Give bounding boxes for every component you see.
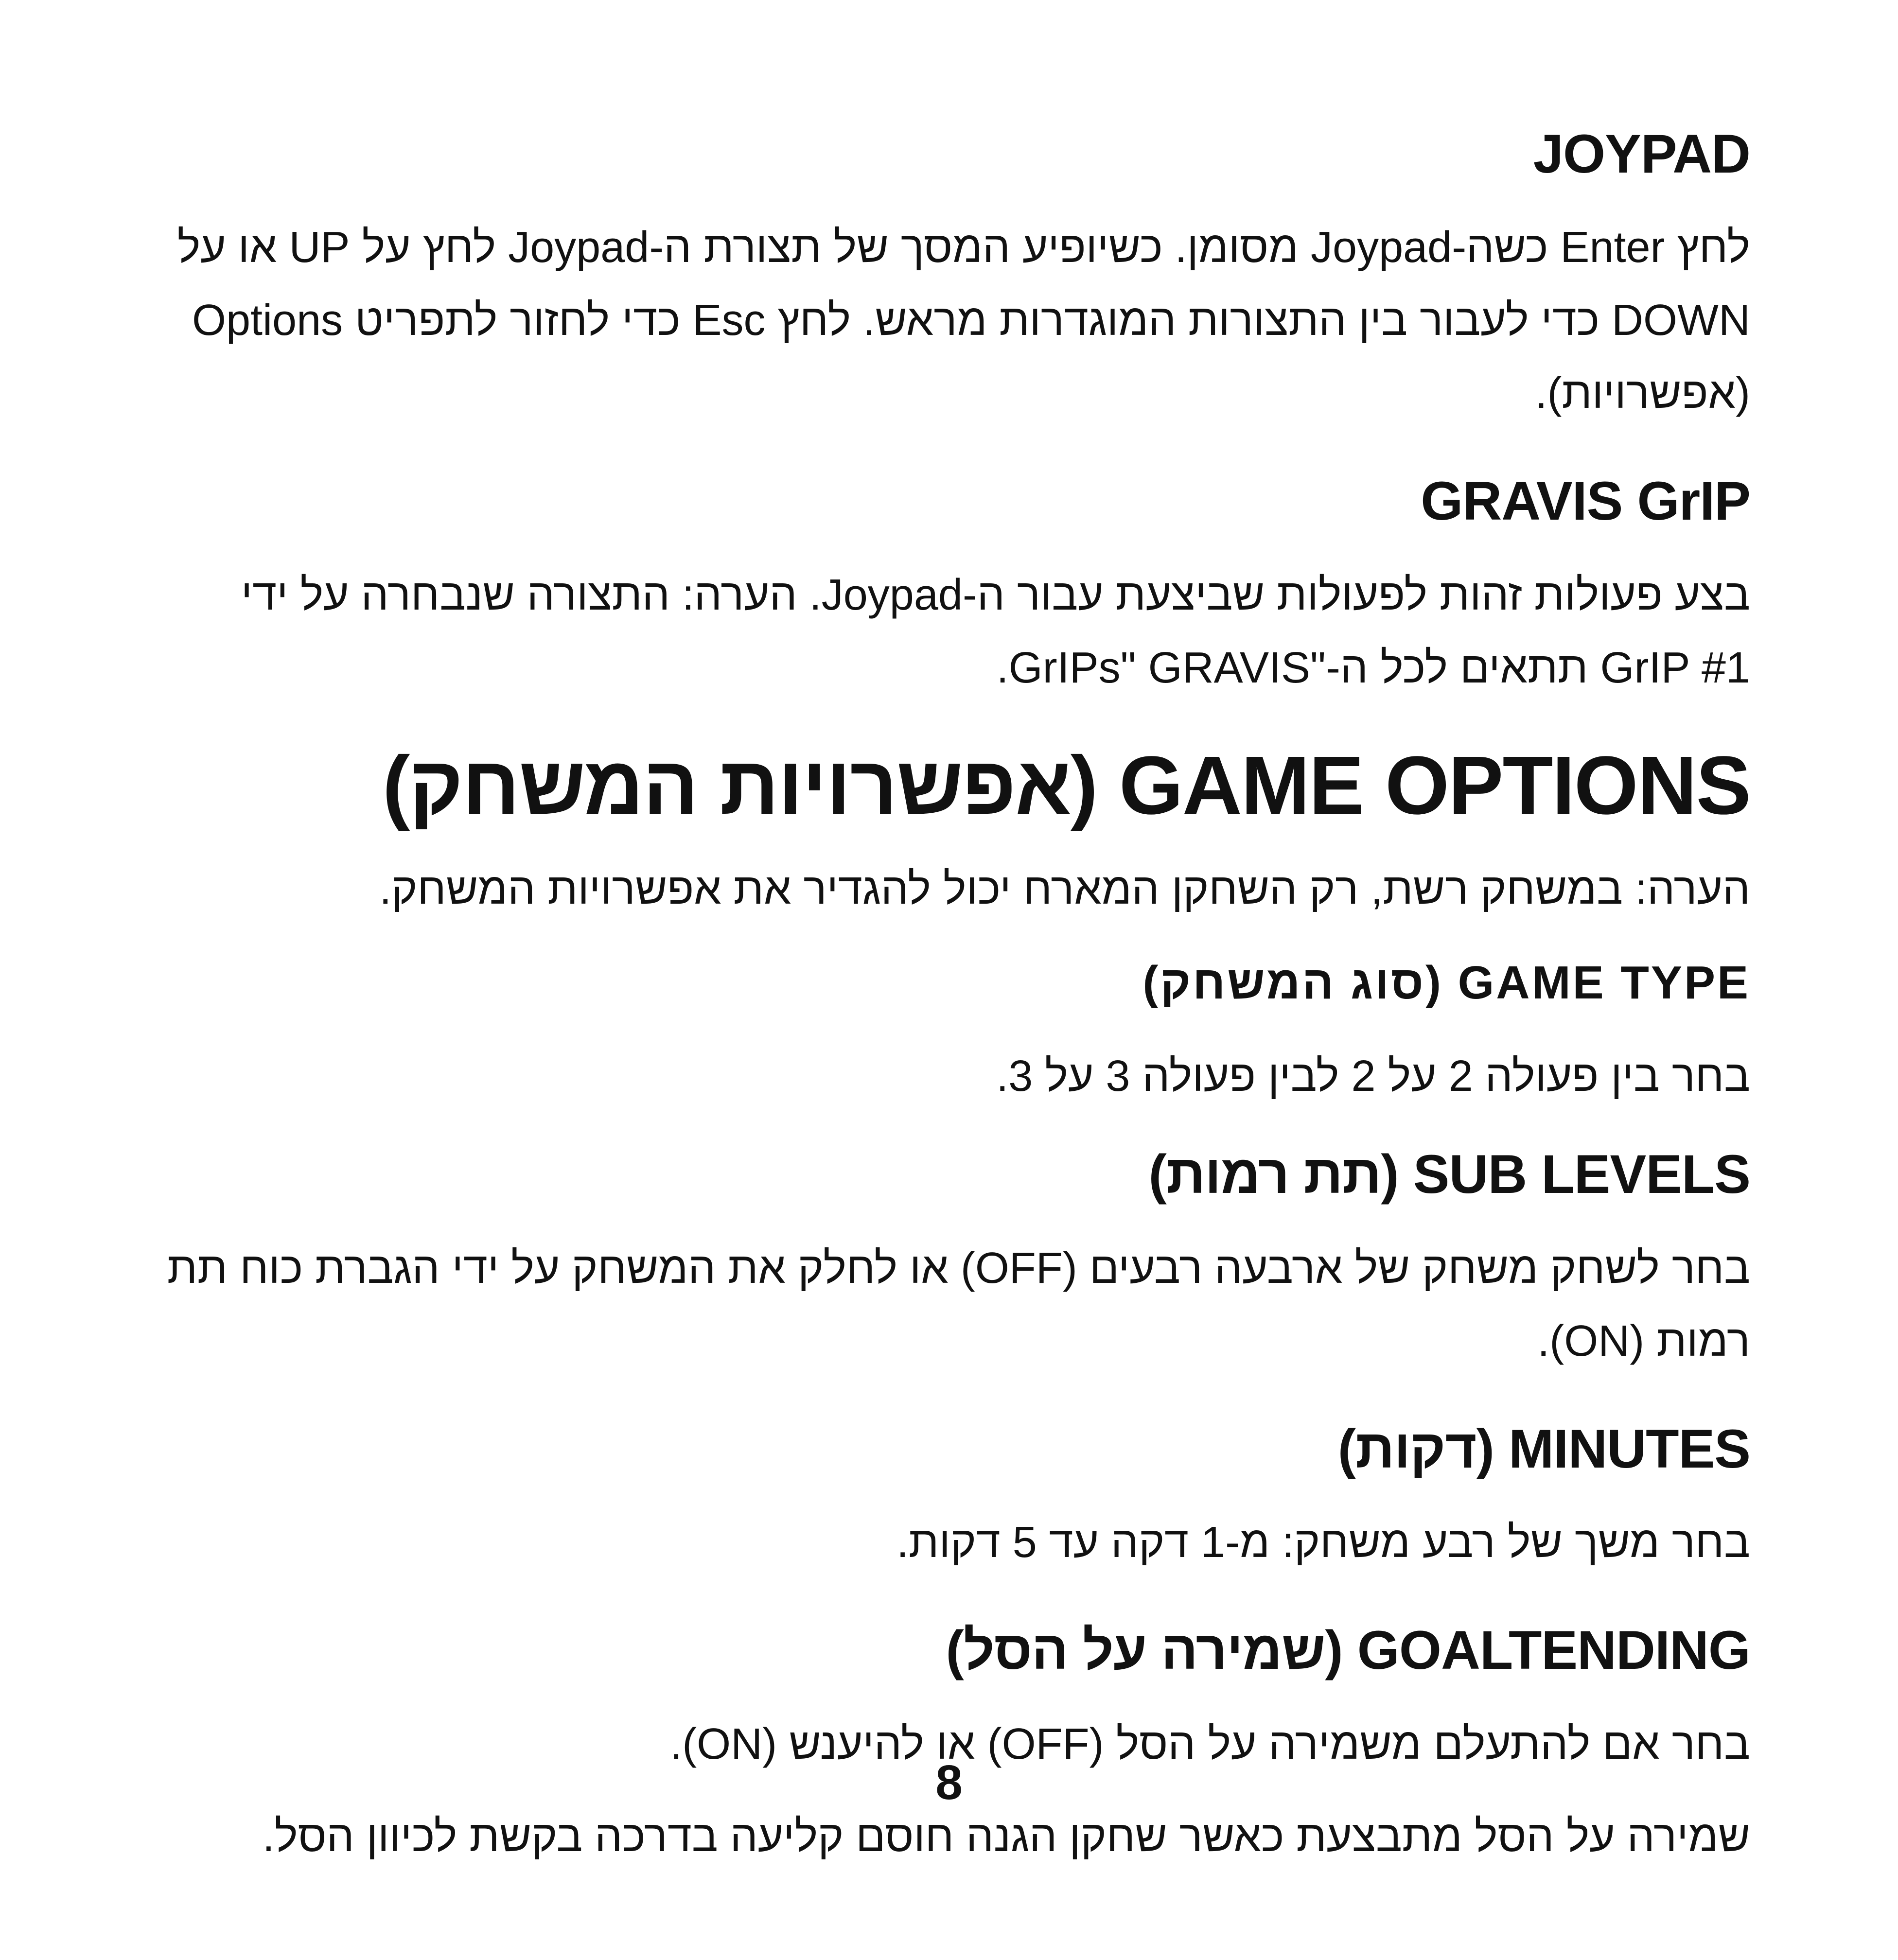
goaltending-text-2: שמירה על הסל מתבצעת כאשר שחקן הגנה חוסם קליעה בדרכה בקשת לכיוון הסל.	[262, 1812, 1750, 1861]
gravis-text: בצע פעולות זהות לפעולות שביצעת עבור ה-Joypad. הערה: התצורה שנבחרה על ידי GrIP #1 תתאים לכל ה-"GrIPs" GRAVIS.	[241, 570, 1750, 692]
minutes-heading: MINUTES (דקות)	[1337, 1418, 1750, 1479]
goaltending-text-1: בחר אם להתעלם משמירה על הסל (OFF) או להיענש (ON).	[670, 1719, 1750, 1768]
sub-levels-heading: SUB LEVELS (תת רמות)	[1148, 1144, 1750, 1205]
game-type-text: בחר בין פעולה 2 על 2 לבין פעולה 3 על 3.	[996, 1052, 1750, 1101]
game-options-note: הערה: במשחק רשת, רק השחקן המארח יכול להגדיר את אפשרויות המשחק.	[379, 865, 1750, 914]
gravis-heading: GRAVIS GrIP	[1421, 471, 1750, 532]
game-type-heading: GAME TYPE (סוג המשחק)	[1142, 957, 1750, 1009]
game-options-heading: GAME OPTIONS (אפשרויות המשחק)	[382, 739, 1750, 832]
joypad-heading: JOYPAD	[1533, 123, 1750, 184]
minutes-text: בחר משך של רבע משחק: מ-1 דקה עד 5 דקות.	[896, 1518, 1750, 1567]
manual-page	[160, 122, 1750, 1912]
sub-levels-text: בחר לשחק משחק של ארבעה רבעים (OFF) או לחלק את המשחק על ידי הגברת כוח תת רמות (ON).	[167, 1243, 1750, 1365]
joypad-text: לחץ Enter כשה-Joypad מסומן. כשיופיע המסך של תצורת ה-Joypad לחץ על UP או על DOWN כדי לעבור בין התצורות המוגדרות מראש. לחץ Esc כדי לחזור לתפריט Options (אפשרויות).	[177, 223, 1750, 418]
page-number: 8	[935, 1755, 963, 1810]
goaltending-heading: GOALTENDING (שמירה על הסל)	[946, 1620, 1750, 1681]
